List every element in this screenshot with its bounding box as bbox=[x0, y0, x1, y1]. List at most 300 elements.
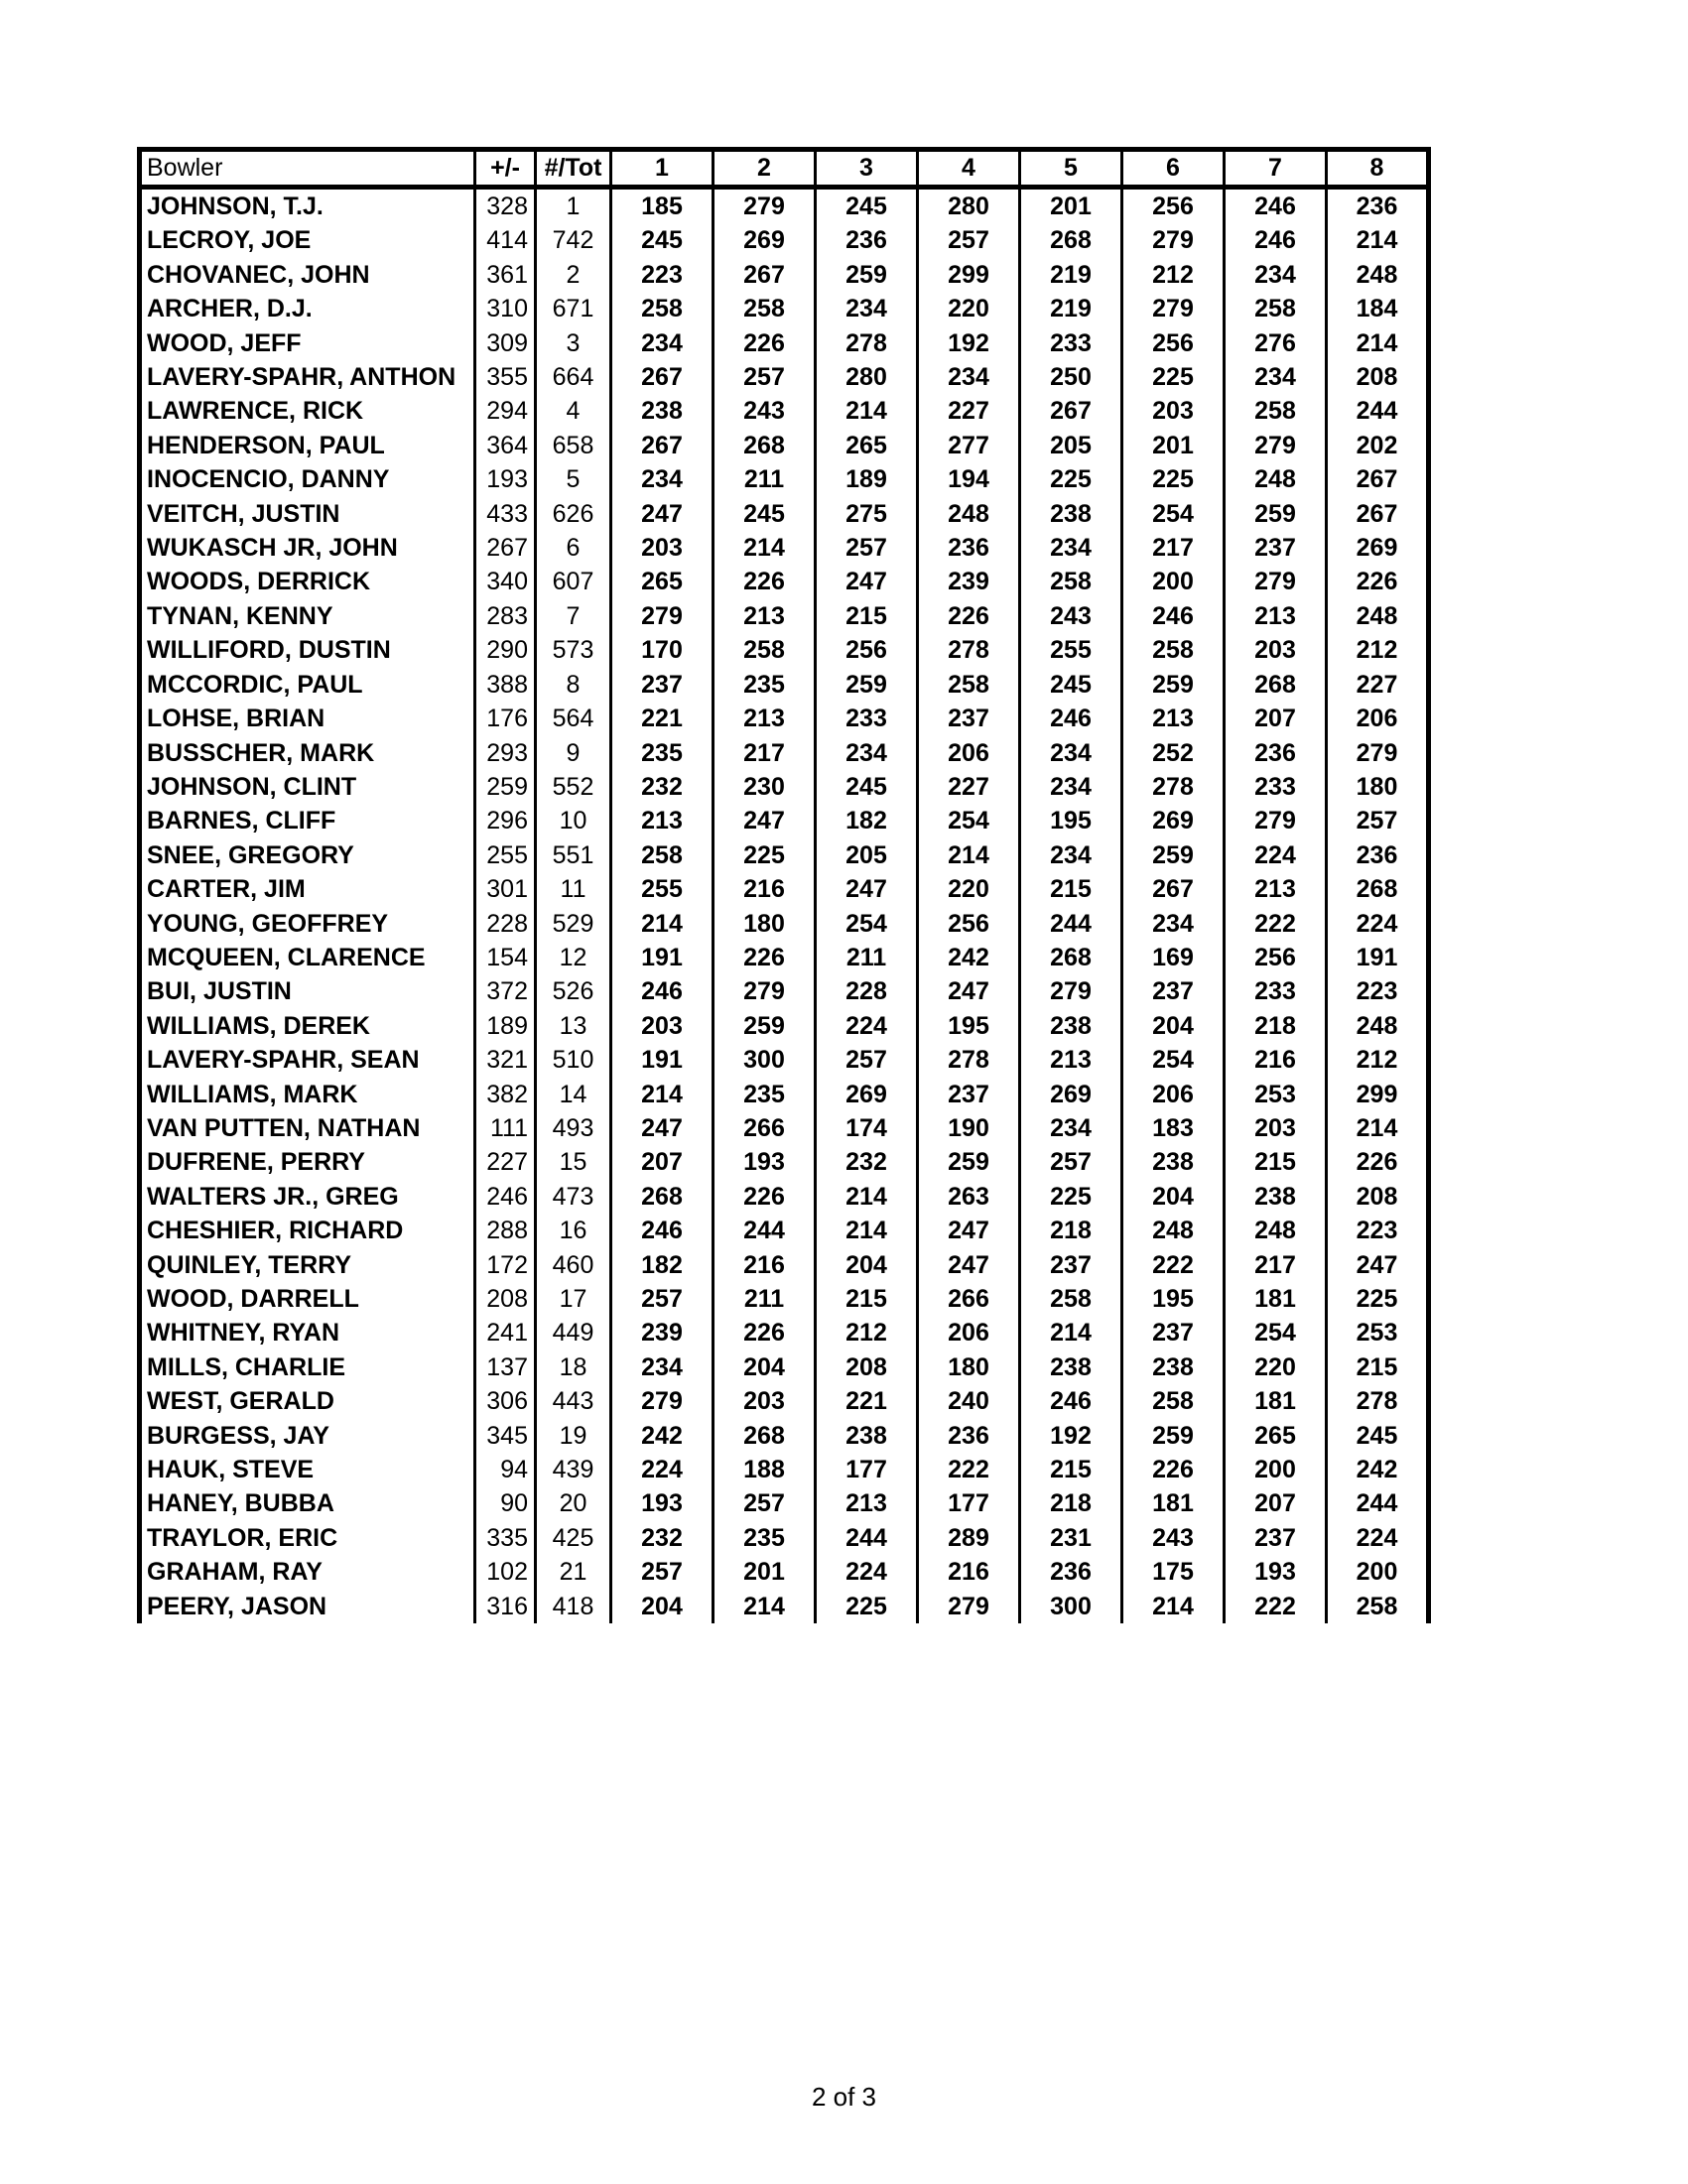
game-7: 258 bbox=[1225, 292, 1327, 325]
bowler-name: MCCORDIC, PAUL bbox=[140, 668, 475, 702]
game-8: 248 bbox=[1356, 601, 1398, 630]
plus-minus: 355 bbox=[475, 360, 536, 394]
table-row bbox=[140, 702, 1429, 735]
game-4: 256 bbox=[918, 907, 1020, 941]
number-total: 15 bbox=[536, 1145, 611, 1179]
game-2: 279 bbox=[714, 188, 816, 224]
game-7: 248 bbox=[1225, 1214, 1327, 1247]
bowler-name: WOOD, JEFF bbox=[140, 326, 475, 360]
game-7: 207 bbox=[1225, 1486, 1327, 1520]
game-4: 227 bbox=[918, 770, 1020, 804]
game-3: 256 bbox=[816, 633, 918, 667]
game-3: 238 bbox=[816, 1419, 918, 1453]
game-6: 217 bbox=[1122, 531, 1225, 565]
number-total: 510 bbox=[536, 1043, 611, 1077]
plus-minus: 102 bbox=[475, 1555, 536, 1589]
plus-minus: 433 bbox=[475, 497, 536, 531]
game-6: 206 bbox=[1122, 1078, 1225, 1111]
game-1: 203 bbox=[611, 1009, 714, 1043]
game-2: 268 bbox=[714, 429, 816, 462]
game-3: 211 bbox=[816, 941, 918, 974]
game-2: 226 bbox=[714, 326, 816, 360]
game-3: 213 bbox=[816, 1486, 918, 1520]
game-2: 193 bbox=[714, 1145, 816, 1179]
game-5: 234 bbox=[1020, 1111, 1122, 1145]
game-3: 212 bbox=[816, 1316, 918, 1349]
game-6: 269 bbox=[1122, 804, 1225, 837]
game-7: 248 bbox=[1225, 462, 1327, 496]
game-7: 233 bbox=[1225, 974, 1327, 1008]
game-7: 193 bbox=[1225, 1555, 1327, 1589]
game-4: 194 bbox=[918, 462, 1020, 496]
number-total: 6 bbox=[536, 531, 611, 565]
game-8: 227 bbox=[1356, 670, 1398, 699]
game-2: 226 bbox=[714, 1180, 816, 1214]
game-6: 278 bbox=[1122, 770, 1225, 804]
game-5: 201 bbox=[1020, 188, 1122, 224]
game-4: 239 bbox=[918, 565, 1020, 598]
game-5: 257 bbox=[1020, 1145, 1122, 1179]
game-5: 215 bbox=[1020, 872, 1122, 906]
bowler-name: LECROY, JOE bbox=[140, 223, 475, 257]
game-6: 203 bbox=[1122, 394, 1225, 428]
game-2: 214 bbox=[714, 531, 816, 565]
bowler-name: LAWRENCE, RICK bbox=[140, 394, 475, 428]
game-2: 244 bbox=[714, 1214, 816, 1247]
game-4: 180 bbox=[918, 1350, 1020, 1384]
table-row bbox=[140, 907, 1429, 941]
game-8: 267 bbox=[1356, 465, 1398, 494]
game-8: 214 bbox=[1356, 1113, 1398, 1142]
bowler-name: WILLIAMS, MARK bbox=[140, 1078, 475, 1111]
table-row bbox=[140, 770, 1429, 804]
game-5: 231 bbox=[1020, 1521, 1122, 1555]
bowler-name: LOHSE, BRIAN bbox=[140, 702, 475, 735]
table-row bbox=[140, 292, 1429, 325]
header-number-total: #/Tot bbox=[536, 150, 611, 188]
game-7: 215 bbox=[1225, 1145, 1327, 1179]
game-5: 225 bbox=[1020, 462, 1122, 496]
game-1: 238 bbox=[611, 394, 714, 428]
bowler-name: WHITNEY, RYAN bbox=[140, 1316, 475, 1349]
game-7: 246 bbox=[1225, 188, 1327, 224]
page-number: 2 of 3 bbox=[811, 2082, 877, 2112]
game-4: 195 bbox=[918, 1009, 1020, 1043]
game-4: 278 bbox=[918, 1043, 1020, 1077]
game-6: 204 bbox=[1122, 1180, 1225, 1214]
game-1: 267 bbox=[611, 429, 714, 462]
game-2: 243 bbox=[714, 394, 816, 428]
game-7: 279 bbox=[1225, 804, 1327, 837]
game-7: 258 bbox=[1225, 394, 1327, 428]
game-7: 213 bbox=[1225, 599, 1327, 633]
game-8: 223 bbox=[1356, 1217, 1398, 1245]
game-5: 238 bbox=[1020, 497, 1122, 531]
table-row bbox=[140, 1419, 1429, 1453]
game-5: 237 bbox=[1020, 1248, 1122, 1282]
bowler-name: WILLIFORD, DUSTIN bbox=[140, 633, 475, 667]
game-1: 234 bbox=[611, 462, 714, 496]
game-6: 267 bbox=[1122, 872, 1225, 906]
game-7: 222 bbox=[1225, 1590, 1327, 1623]
game-5: 215 bbox=[1020, 1453, 1122, 1486]
game-5: 300 bbox=[1020, 1590, 1122, 1623]
game-7: 254 bbox=[1225, 1316, 1327, 1349]
bowler-name: QUINLEY, TERRY bbox=[140, 1248, 475, 1282]
game-3: 259 bbox=[816, 668, 918, 702]
game-7: 220 bbox=[1225, 1350, 1327, 1384]
game-5: 225 bbox=[1020, 1180, 1122, 1214]
game-8: 200 bbox=[1356, 1558, 1398, 1587]
plus-minus: 189 bbox=[475, 1009, 536, 1043]
number-total: 658 bbox=[536, 429, 611, 462]
game-7: 279 bbox=[1225, 429, 1327, 462]
bowler-name: CHESHIER, RICHARD bbox=[140, 1214, 475, 1247]
game-7: 253 bbox=[1225, 1078, 1327, 1111]
game-3: 204 bbox=[816, 1248, 918, 1282]
game-6: 238 bbox=[1122, 1145, 1225, 1179]
bowler-name: YOUNG, GEOFFREY bbox=[140, 907, 475, 941]
game-5: 234 bbox=[1020, 770, 1122, 804]
game-4: 247 bbox=[918, 1214, 1020, 1247]
game-3: 257 bbox=[816, 531, 918, 565]
game-5: 246 bbox=[1020, 1384, 1122, 1418]
game-3: 215 bbox=[816, 1282, 918, 1316]
bowler-name: HANEY, BUBBA bbox=[140, 1486, 475, 1520]
plus-minus: 361 bbox=[475, 258, 536, 292]
game-1: 257 bbox=[611, 1555, 714, 1589]
game-1: 232 bbox=[611, 770, 714, 804]
plus-minus: 414 bbox=[475, 223, 536, 257]
game-4: 236 bbox=[918, 531, 1020, 565]
game-6: 200 bbox=[1122, 565, 1225, 598]
number-total: 5 bbox=[536, 462, 611, 496]
game-5: 233 bbox=[1020, 326, 1122, 360]
table-row bbox=[140, 1521, 1429, 1555]
bowler-name: LAVERY-SPAHR, SEAN bbox=[140, 1043, 475, 1077]
game-6: 243 bbox=[1122, 1521, 1225, 1555]
bowler-name: WOODS, DERRICK bbox=[140, 565, 475, 598]
bowler-name: WALTERS JR., GREG bbox=[140, 1180, 475, 1214]
game-1: 268 bbox=[611, 1180, 714, 1214]
plus-minus: 267 bbox=[475, 531, 536, 565]
table-row bbox=[140, 1486, 1429, 1520]
game-3: 275 bbox=[816, 497, 918, 531]
game-4: 190 bbox=[918, 1111, 1020, 1145]
game-1: 258 bbox=[611, 838, 714, 872]
table-row bbox=[140, 258, 1429, 292]
bowler-name: BUSSCHER, MARK bbox=[140, 736, 475, 770]
game-4: 177 bbox=[918, 1486, 1020, 1520]
game-3: 265 bbox=[816, 429, 918, 462]
game-3: 228 bbox=[816, 974, 918, 1008]
game-5: 244 bbox=[1020, 907, 1122, 941]
game-5: 250 bbox=[1020, 360, 1122, 394]
header-game-4: 4 bbox=[918, 150, 1020, 188]
game-5: 243 bbox=[1020, 599, 1122, 633]
number-total: 443 bbox=[536, 1384, 611, 1418]
table-header bbox=[140, 150, 1429, 188]
game-8: 212 bbox=[1356, 636, 1398, 665]
game-7: 237 bbox=[1225, 531, 1327, 565]
game-3: 259 bbox=[816, 258, 918, 292]
game-1: 267 bbox=[611, 360, 714, 394]
game-8: 236 bbox=[1356, 193, 1398, 220]
game-7: 200 bbox=[1225, 1453, 1327, 1486]
game-4: 259 bbox=[918, 1145, 1020, 1179]
game-6: 214 bbox=[1122, 1590, 1225, 1623]
header-game-2: 2 bbox=[714, 150, 816, 188]
plus-minus: 388 bbox=[475, 668, 536, 702]
game-2: 235 bbox=[714, 1078, 816, 1111]
game-2: 216 bbox=[714, 1248, 816, 1282]
game-2: 235 bbox=[714, 668, 816, 702]
game-3: 278 bbox=[816, 326, 918, 360]
game-7: 181 bbox=[1225, 1282, 1327, 1316]
number-total: 573 bbox=[536, 633, 611, 667]
plus-minus: 372 bbox=[475, 974, 536, 1008]
game-5: 267 bbox=[1020, 394, 1122, 428]
game-7: 207 bbox=[1225, 702, 1327, 735]
game-3: 177 bbox=[816, 1453, 918, 1486]
game-8: 257 bbox=[1356, 807, 1398, 835]
game-5: 218 bbox=[1020, 1486, 1122, 1520]
game-2: 203 bbox=[714, 1384, 816, 1418]
game-7: 203 bbox=[1225, 1111, 1327, 1145]
game-3: 234 bbox=[816, 292, 918, 325]
table-row bbox=[140, 531, 1429, 565]
game-3: 224 bbox=[816, 1555, 918, 1589]
game-2: 257 bbox=[714, 1486, 816, 1520]
table-row bbox=[140, 1248, 1429, 1282]
game-3: 182 bbox=[816, 804, 918, 837]
game-7: 279 bbox=[1225, 565, 1327, 598]
game-7: 213 bbox=[1225, 872, 1327, 906]
table-row bbox=[140, 360, 1429, 394]
game-6: 246 bbox=[1122, 599, 1225, 633]
game-6: 258 bbox=[1122, 633, 1225, 667]
game-8: 191 bbox=[1356, 943, 1398, 971]
game-1: 279 bbox=[611, 599, 714, 633]
bowler-name: CHOVANEC, JOHN bbox=[140, 258, 475, 292]
number-total: 1 bbox=[536, 188, 611, 224]
game-5: 268 bbox=[1020, 941, 1122, 974]
game-6: 234 bbox=[1122, 907, 1225, 941]
table-row bbox=[140, 1043, 1429, 1077]
plus-minus: 382 bbox=[475, 1078, 536, 1111]
table-row bbox=[140, 1078, 1429, 1111]
game-1: 185 bbox=[611, 188, 714, 224]
game-4: 242 bbox=[918, 941, 1020, 974]
number-total: 8 bbox=[536, 668, 611, 702]
table-row bbox=[140, 565, 1429, 598]
game-1: 258 bbox=[611, 292, 714, 325]
plus-minus: 321 bbox=[475, 1043, 536, 1077]
game-2: 226 bbox=[714, 941, 816, 974]
game-2: 204 bbox=[714, 1350, 816, 1384]
bowler-name: VEITCH, JUSTIN bbox=[140, 497, 475, 531]
game-5: 219 bbox=[1020, 292, 1122, 325]
table-row bbox=[140, 1453, 1429, 1486]
game-2: 279 bbox=[714, 974, 816, 1008]
game-2: 259 bbox=[714, 1009, 816, 1043]
table-row bbox=[140, 223, 1429, 257]
bowler-name: INOCENCIO, DANNY bbox=[140, 462, 475, 496]
table-row bbox=[140, 1214, 1429, 1247]
game-5: 213 bbox=[1020, 1043, 1122, 1077]
plus-minus: 290 bbox=[475, 633, 536, 667]
game-1: 235 bbox=[611, 736, 714, 770]
game-2: 269 bbox=[714, 223, 816, 257]
number-total: 13 bbox=[536, 1009, 611, 1043]
game-3: 221 bbox=[816, 1384, 918, 1418]
game-2: 216 bbox=[714, 872, 816, 906]
game-5: 258 bbox=[1020, 1282, 1122, 1316]
game-3: 247 bbox=[816, 565, 918, 598]
game-4: 263 bbox=[918, 1180, 1020, 1214]
game-1: 191 bbox=[611, 1043, 714, 1077]
plus-minus: 306 bbox=[475, 1384, 536, 1418]
game-7: 259 bbox=[1225, 497, 1327, 531]
number-total: 607 bbox=[536, 565, 611, 598]
table-row bbox=[140, 1555, 1429, 1589]
game-2: 258 bbox=[714, 292, 816, 325]
game-4: 278 bbox=[918, 633, 1020, 667]
game-6: 175 bbox=[1122, 1555, 1225, 1589]
plus-minus: 154 bbox=[475, 941, 536, 974]
bowler-name: TYNAN, KENNY bbox=[140, 599, 475, 633]
game-1: 234 bbox=[611, 1350, 714, 1384]
number-total: 742 bbox=[536, 223, 611, 257]
game-8: 225 bbox=[1356, 1285, 1398, 1313]
game-4: 289 bbox=[918, 1521, 1020, 1555]
game-1: 221 bbox=[611, 702, 714, 735]
game-5: 255 bbox=[1020, 633, 1122, 667]
game-3: 214 bbox=[816, 1214, 918, 1247]
table-row bbox=[140, 941, 1429, 974]
plus-minus: 294 bbox=[475, 394, 536, 428]
game-5: 234 bbox=[1020, 531, 1122, 565]
game-6: 254 bbox=[1122, 1043, 1225, 1077]
bowler-name: PEERY, JASON bbox=[140, 1590, 475, 1623]
number-total: 529 bbox=[536, 907, 611, 941]
game-2: 213 bbox=[714, 702, 816, 735]
bowler-name: TRAYLOR, ERIC bbox=[140, 1521, 475, 1555]
game-3: 244 bbox=[816, 1521, 918, 1555]
game-2: 226 bbox=[714, 565, 816, 598]
game-2: 266 bbox=[714, 1111, 816, 1145]
game-3: 214 bbox=[816, 1180, 918, 1214]
game-8: 278 bbox=[1356, 1387, 1398, 1416]
game-4: 216 bbox=[918, 1555, 1020, 1589]
plus-minus: 255 bbox=[475, 838, 536, 872]
game-3: 234 bbox=[816, 736, 918, 770]
game-4: 236 bbox=[918, 1419, 1020, 1453]
game-6: 238 bbox=[1122, 1350, 1225, 1384]
table-row bbox=[140, 188, 1429, 224]
number-total: 10 bbox=[536, 804, 611, 837]
table-row bbox=[140, 1316, 1429, 1349]
game-5: 219 bbox=[1020, 258, 1122, 292]
game-8: 206 bbox=[1356, 705, 1398, 733]
game-8: 226 bbox=[1356, 568, 1398, 596]
game-7: 238 bbox=[1225, 1180, 1327, 1214]
game-3: 245 bbox=[816, 188, 918, 224]
score-table bbox=[137, 147, 1431, 1623]
number-total: 18 bbox=[536, 1350, 611, 1384]
game-4: 226 bbox=[918, 599, 1020, 633]
table-row bbox=[140, 462, 1429, 496]
bowler-name: HENDERSON, PAUL bbox=[140, 429, 475, 462]
game-7: 268 bbox=[1225, 668, 1327, 702]
game-6: 256 bbox=[1122, 326, 1225, 360]
plus-minus: 111 bbox=[475, 1111, 536, 1145]
bowler-name: JOHNSON, CLINT bbox=[140, 770, 475, 804]
game-8: 248 bbox=[1356, 260, 1398, 289]
header-game-6: 6 bbox=[1122, 150, 1225, 188]
game-1: 182 bbox=[611, 1248, 714, 1282]
game-1: 257 bbox=[611, 1282, 714, 1316]
game-6: 256 bbox=[1122, 188, 1225, 224]
game-6: 169 bbox=[1122, 941, 1225, 974]
plus-minus: 94 bbox=[475, 1453, 536, 1486]
game-6: 222 bbox=[1122, 1248, 1225, 1282]
table-body bbox=[140, 188, 1429, 1624]
game-6: 212 bbox=[1122, 258, 1225, 292]
table-row bbox=[140, 1145, 1429, 1179]
game-6: 279 bbox=[1122, 292, 1225, 325]
game-8: 248 bbox=[1356, 1011, 1398, 1040]
game-8: 180 bbox=[1356, 772, 1398, 801]
game-8: 214 bbox=[1356, 328, 1398, 357]
game-6: 258 bbox=[1122, 1384, 1225, 1418]
game-8: 247 bbox=[1356, 1250, 1398, 1279]
game-3: 205 bbox=[816, 838, 918, 872]
game-3: 236 bbox=[816, 223, 918, 257]
game-2: 230 bbox=[714, 770, 816, 804]
game-1: 193 bbox=[611, 1486, 714, 1520]
game-2: 225 bbox=[714, 838, 816, 872]
game-5: 205 bbox=[1020, 429, 1122, 462]
game-6: 254 bbox=[1122, 497, 1225, 531]
table-row bbox=[140, 599, 1429, 633]
game-5: 245 bbox=[1020, 668, 1122, 702]
game-7: 181 bbox=[1225, 1384, 1327, 1418]
game-8: 224 bbox=[1356, 1523, 1398, 1552]
game-1: 204 bbox=[611, 1590, 714, 1623]
bowler-name: GRAHAM, RAY bbox=[140, 1555, 475, 1589]
game-1: 213 bbox=[611, 804, 714, 837]
plus-minus: 296 bbox=[475, 804, 536, 837]
bowler-name: VAN PUTTEN, NATHAN bbox=[140, 1111, 475, 1145]
game-4: 192 bbox=[918, 326, 1020, 360]
table-row bbox=[140, 838, 1429, 872]
game-4: 279 bbox=[918, 1590, 1020, 1623]
game-4: 206 bbox=[918, 1316, 1020, 1349]
bowler-name: WEST, GERALD bbox=[140, 1384, 475, 1418]
game-4: 248 bbox=[918, 497, 1020, 531]
number-total: 19 bbox=[536, 1419, 611, 1453]
game-5: 236 bbox=[1020, 1555, 1122, 1589]
number-total: 439 bbox=[536, 1453, 611, 1486]
game-6: 237 bbox=[1122, 974, 1225, 1008]
game-1: 247 bbox=[611, 1111, 714, 1145]
game-8: 208 bbox=[1356, 363, 1398, 392]
game-5: 246 bbox=[1020, 702, 1122, 735]
plus-minus: 241 bbox=[475, 1316, 536, 1349]
number-total: 418 bbox=[536, 1590, 611, 1623]
game-7: 246 bbox=[1225, 223, 1327, 257]
